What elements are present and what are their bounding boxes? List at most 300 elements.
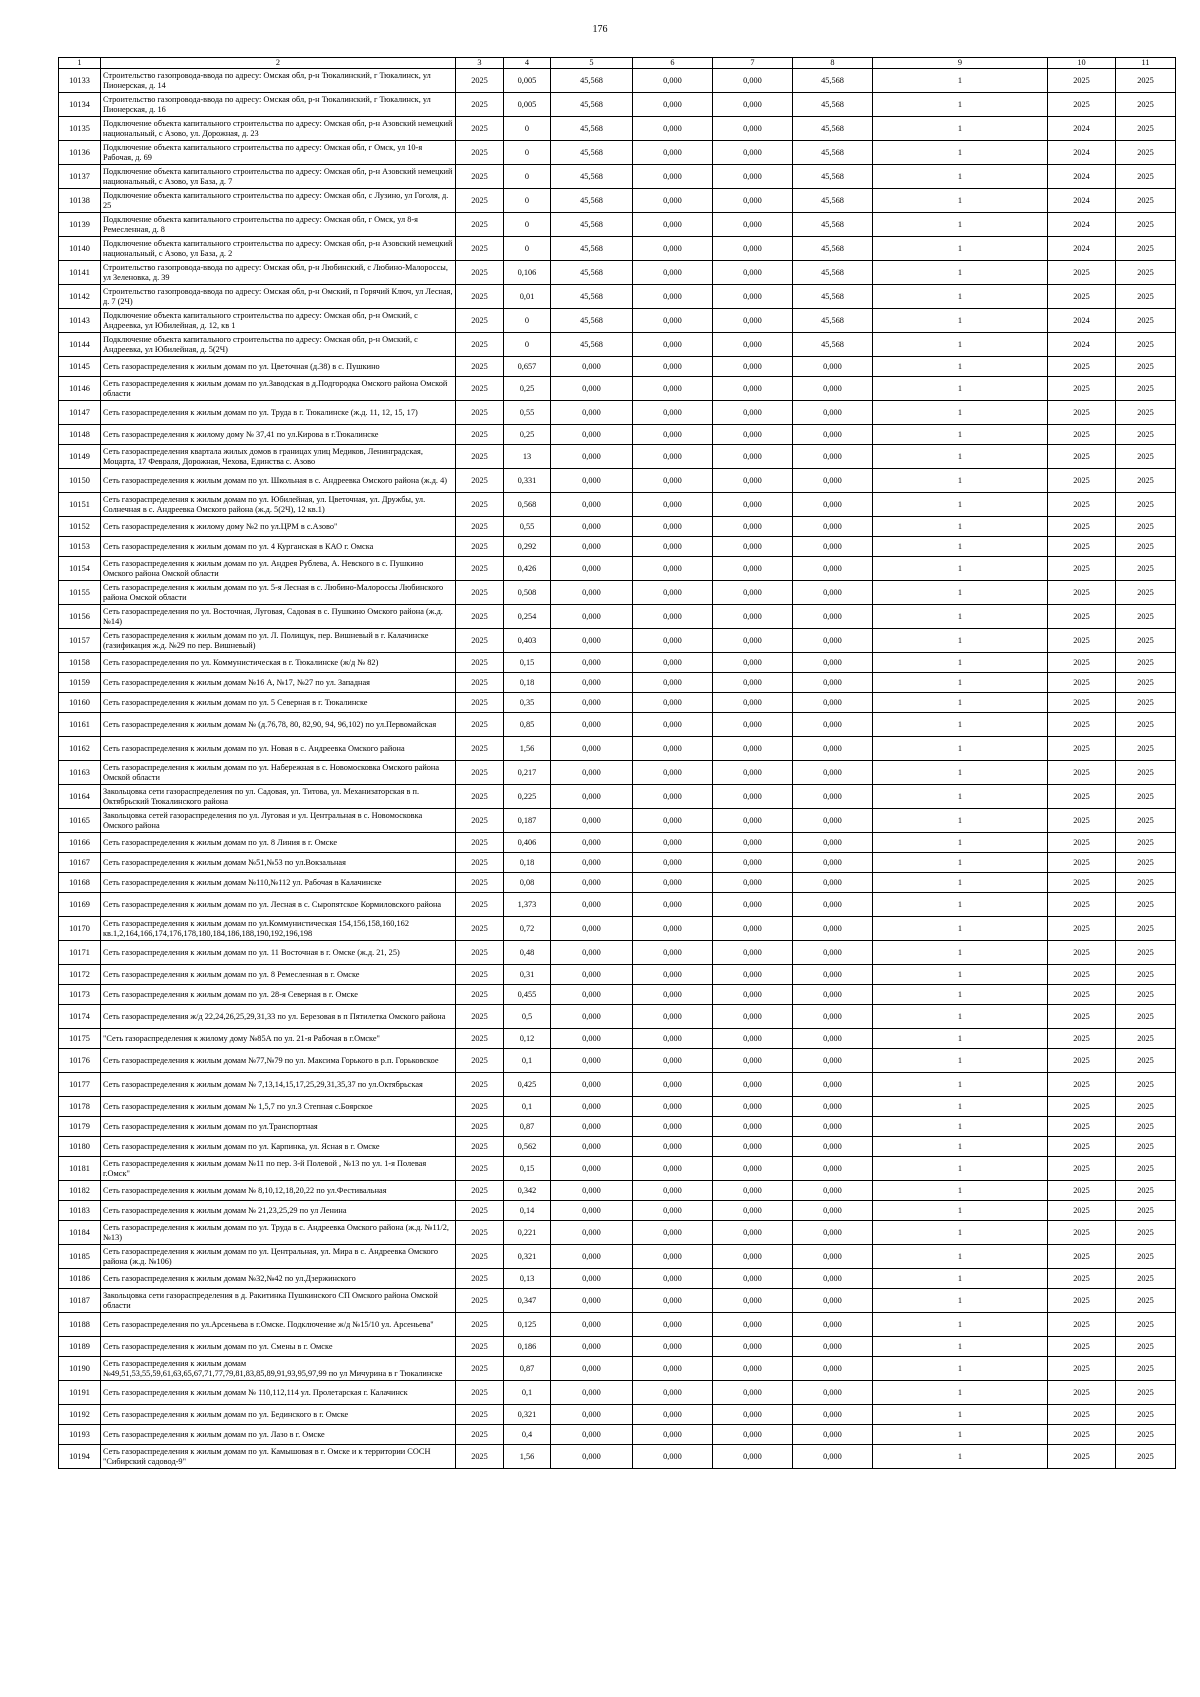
value-cell: 0,000	[633, 917, 713, 941]
value-cell: 0,000	[713, 141, 793, 165]
table-row	[59, 1117, 1176, 1137]
row-number-cell: 10154	[59, 557, 101, 581]
length-cell: 0,12	[504, 1029, 551, 1049]
end-year-cell: 2025	[1116, 445, 1176, 469]
start-year-cell: 2024	[1048, 333, 1116, 357]
object-name-cell: Сеть газораспределения к жилым домам №77,№79 по ул. Максима Горького в р.п. Горьковское	[101, 1049, 456, 1073]
object-name-cell: Сеть газораспределения к жилым домам по ул. Центральная, ул. Мира в с. Андреевка Омского района (ж.д. №106)	[101, 1245, 456, 1269]
count-cell: 1	[873, 333, 1048, 357]
year-cell: 2025	[456, 1425, 504, 1445]
value-cell: 0,000	[551, 357, 633, 377]
start-year-cell: 2024	[1048, 189, 1116, 213]
start-year-cell: 2025	[1048, 713, 1116, 737]
count-cell: 1	[873, 357, 1048, 377]
object-name-cell: Подключение объекта капитального строительства по адресу: Омская обл, р-н Омский, с Андреевка, ул Юбилейная, д. 5(2Ч)	[101, 333, 456, 357]
value-cell: 0,000	[793, 1137, 873, 1157]
object-name-cell: Сеть газораспределения к жилым домам № 1,5,7 по ул.3 Степная с.Боярское	[101, 1097, 456, 1117]
table-row	[59, 581, 1176, 605]
row-number-cell: 10150	[59, 469, 101, 493]
length-cell: 0	[504, 141, 551, 165]
count-cell: 1	[873, 1337, 1048, 1357]
column-header: 11	[1116, 58, 1176, 69]
start-year-cell: 2025	[1048, 893, 1116, 917]
length-cell: 0	[504, 165, 551, 189]
value-cell: 0,000	[713, 1073, 793, 1097]
value-cell: 0,000	[713, 693, 793, 713]
count-cell: 1	[873, 1357, 1048, 1381]
length-cell: 0,254	[504, 605, 551, 629]
row-number-cell: 10144	[59, 333, 101, 357]
year-cell: 2025	[456, 673, 504, 693]
value-cell: 0,000	[633, 377, 713, 401]
count-cell: 1	[873, 785, 1048, 809]
column-header: 1	[59, 58, 101, 69]
count-cell: 1	[873, 377, 1048, 401]
row-number-cell: 10160	[59, 693, 101, 713]
value-cell: 0,000	[633, 1157, 713, 1181]
start-year-cell: 2025	[1048, 69, 1116, 93]
value-cell: 0,000	[633, 237, 713, 261]
count-cell: 1	[873, 401, 1048, 425]
year-cell: 2025	[456, 189, 504, 213]
start-year-cell: 2024	[1048, 213, 1116, 237]
start-year-cell: 2025	[1048, 1313, 1116, 1337]
value-cell: 0,000	[633, 537, 713, 557]
row-number-cell: 10184	[59, 1221, 101, 1245]
table-row	[59, 985, 1176, 1005]
start-year-cell: 2025	[1048, 261, 1116, 285]
value-cell: 0,000	[633, 69, 713, 93]
value-cell: 0,000	[551, 1405, 633, 1425]
count-cell: 1	[873, 853, 1048, 873]
value-cell: 0,000	[713, 941, 793, 965]
end-year-cell: 2025	[1116, 605, 1176, 629]
object-name-cell: Сеть газораспределения к жилым домам по ул. Новая в с. Андреевка Омского района	[101, 737, 456, 761]
length-cell: 0,217	[504, 761, 551, 785]
start-year-cell: 2024	[1048, 141, 1116, 165]
row-number-cell: 10145	[59, 357, 101, 377]
value-cell: 0,000	[713, 713, 793, 737]
length-cell: 0,15	[504, 653, 551, 673]
value-cell: 0,000	[633, 425, 713, 445]
end-year-cell: 2025	[1116, 237, 1176, 261]
object-name-cell: Строительство газопровода-ввода по адресу: Омская обл, р-н Омский, п Горячий Ключ, ул Лесная, д. 7 (2Ч)	[101, 285, 456, 309]
value-cell: 0,000	[633, 309, 713, 333]
end-year-cell: 2025	[1116, 1201, 1176, 1221]
end-year-cell: 2025	[1116, 117, 1176, 141]
length-cell: 13	[504, 445, 551, 469]
table-row	[59, 333, 1176, 357]
value-cell: 0,000	[793, 469, 873, 493]
start-year-cell: 2025	[1048, 1221, 1116, 1245]
value-cell: 45,568	[793, 165, 873, 189]
value-cell: 0,000	[551, 833, 633, 853]
count-cell: 1	[873, 1049, 1048, 1073]
end-year-cell: 2025	[1116, 873, 1176, 893]
count-cell: 1	[873, 985, 1048, 1005]
length-cell: 0	[504, 333, 551, 357]
year-cell: 2025	[456, 1313, 504, 1337]
year-cell: 2025	[456, 1181, 504, 1201]
value-cell: 0,000	[793, 1357, 873, 1381]
table-row	[59, 1405, 1176, 1425]
value-cell: 0,000	[713, 537, 793, 557]
value-cell: 0,000	[793, 445, 873, 469]
end-year-cell: 2025	[1116, 1445, 1176, 1469]
end-year-cell: 2025	[1116, 965, 1176, 985]
end-year-cell: 2025	[1116, 629, 1176, 653]
value-cell: 0,000	[793, 713, 873, 737]
length-cell: 0,1	[504, 1049, 551, 1073]
column-header: 8	[793, 58, 873, 69]
column-header: 4	[504, 58, 551, 69]
column-header: 5	[551, 58, 633, 69]
table-row	[59, 893, 1176, 917]
object-name-cell: Сеть газораспределения к жилым домам по ул.Заводская в д.Подгородка Омского района Омской области	[101, 377, 456, 401]
value-cell: 0,000	[633, 1097, 713, 1117]
value-cell: 0,000	[633, 1117, 713, 1137]
count-cell: 1	[873, 1029, 1048, 1049]
value-cell: 0,000	[633, 285, 713, 309]
count-cell: 1	[873, 965, 1048, 985]
year-cell: 2025	[456, 605, 504, 629]
row-number-cell: 10167	[59, 853, 101, 873]
value-cell: 0,000	[551, 1221, 633, 1245]
start-year-cell: 2024	[1048, 237, 1116, 261]
year-cell: 2025	[456, 445, 504, 469]
object-name-cell: Подключение объекта капитального строительства по адресу: Омская обл, г Омск, ул 10-я Рабочая, д. 69	[101, 141, 456, 165]
value-cell: 0,000	[713, 69, 793, 93]
table-row	[59, 1137, 1176, 1157]
count-cell: 1	[873, 557, 1048, 581]
year-cell: 2025	[456, 1005, 504, 1029]
value-cell: 0,000	[633, 873, 713, 893]
value-cell: 0,000	[551, 517, 633, 537]
value-cell: 0,000	[713, 333, 793, 357]
table-row	[59, 1425, 1176, 1445]
length-cell: 0,55	[504, 401, 551, 425]
start-year-cell: 2025	[1048, 629, 1116, 653]
length-cell: 0,35	[504, 693, 551, 713]
row-number-cell: 10163	[59, 761, 101, 785]
value-cell: 0,000	[793, 673, 873, 693]
value-cell: 0,000	[793, 1029, 873, 1049]
table-row	[59, 377, 1176, 401]
value-cell: 0,000	[551, 557, 633, 581]
row-number-cell: 10174	[59, 1005, 101, 1029]
start-year-cell: 2025	[1048, 785, 1116, 809]
year-cell: 2025	[456, 917, 504, 941]
start-year-cell: 2025	[1048, 873, 1116, 893]
length-cell: 0,87	[504, 1117, 551, 1137]
year-cell: 2025	[456, 1245, 504, 1269]
value-cell: 0,000	[793, 1405, 873, 1425]
object-name-cell: Подключение объекта капитального строительства по адресу: Омская обл, с Лузино, ул Гоголя, д. 25	[101, 189, 456, 213]
table-row	[59, 557, 1176, 581]
start-year-cell: 2025	[1048, 1445, 1116, 1469]
object-name-cell: Сеть газораспределения к жилым домам по ул. Лесная в с. Сыропятское Кормиловского района	[101, 893, 456, 917]
length-cell: 0,01	[504, 285, 551, 309]
object-name-cell: Сеть газораспределения к жилым домам по ул. 4 Курганская в КАО г. Омска	[101, 537, 456, 557]
object-name-cell: Сеть газораспределения к жилым домам по ул. Школьная в с. Андреевка Омского района (ж.д. 4)	[101, 469, 456, 493]
value-cell: 0,000	[633, 853, 713, 873]
object-name-cell: Сеть газораспределения ж/д 22,24,26,25,29,31,33 по ул. Березовая в п Пятилетка Омского района	[101, 1005, 456, 1029]
year-cell: 2025	[456, 93, 504, 117]
end-year-cell: 2025	[1116, 893, 1176, 917]
row-number-cell: 10168	[59, 873, 101, 893]
value-cell: 0,000	[793, 1073, 873, 1097]
start-year-cell: 2025	[1048, 917, 1116, 941]
length-cell: 0	[504, 309, 551, 333]
start-year-cell: 2025	[1048, 357, 1116, 377]
value-cell: 0,000	[793, 1337, 873, 1357]
value-cell: 0,000	[551, 1029, 633, 1049]
value-cell: 0,000	[551, 941, 633, 965]
value-cell: 0,000	[633, 1005, 713, 1029]
value-cell: 0,000	[793, 1005, 873, 1029]
table-row	[59, 261, 1176, 285]
value-cell: 0,000	[551, 1117, 633, 1137]
table-row	[59, 1157, 1176, 1181]
start-year-cell: 2025	[1048, 1425, 1116, 1445]
object-name-cell: Сеть газораспределения к жилому дому № 37,41 по ул.Кирова в г.Тюкалинске	[101, 425, 456, 445]
value-cell: 0,000	[633, 1289, 713, 1313]
start-year-cell: 2025	[1048, 1049, 1116, 1073]
count-cell: 1	[873, 1137, 1048, 1157]
table-row	[59, 941, 1176, 965]
end-year-cell: 2025	[1116, 581, 1176, 605]
length-cell: 0	[504, 213, 551, 237]
count-cell: 1	[873, 425, 1048, 445]
year-cell: 2025	[456, 833, 504, 853]
value-cell: 0,000	[713, 785, 793, 809]
object-name-cell: Сеть газораспределения квартала жилых домов в границах улиц Медиков, Ленинградская, Моцарта, 17 Февраля, Дорожная, Чехова, Единства с. Азово	[101, 445, 456, 469]
value-cell: 0,000	[713, 985, 793, 1005]
object-name-cell: Закольцовка сети газораспределения в д. Ракитинка Пушкинского СП Омского района Омской области	[101, 1289, 456, 1313]
value-cell: 0,000	[551, 809, 633, 833]
count-cell: 1	[873, 93, 1048, 117]
value-cell: 0,000	[633, 1445, 713, 1469]
length-cell: 0,005	[504, 93, 551, 117]
table-row	[59, 469, 1176, 493]
end-year-cell: 2025	[1116, 713, 1176, 737]
end-year-cell: 2025	[1116, 401, 1176, 425]
count-cell: 1	[873, 673, 1048, 693]
object-name-cell: Сеть газораспределения к жилым домам по ул.Коммунистическая 154,156,158,160,162 кв.1,2,164,166,174,176,178,180,184,186,188,190,192,196,198	[101, 917, 456, 941]
column-header: 6	[633, 58, 713, 69]
object-name-cell: Сеть газораспределения к жилым домам по ул. Смены в г. Омске	[101, 1337, 456, 1357]
value-cell: 45,568	[793, 117, 873, 141]
object-name-cell: Сеть газораспределения к жилым домам по ул. Юбилейная, ул. Цветочная, ул. Дружбы, ул. Солнечная в с. Андреевка Омского района (ж.д. 5(2Ч), 12 кв.1)	[101, 493, 456, 517]
object-name-cell: Сеть газораспределения к жилым домам №110,№112 ул. Рабочая в Калачинске	[101, 873, 456, 893]
end-year-cell: 2025	[1116, 1289, 1176, 1313]
table-row	[59, 737, 1176, 761]
year-cell: 2025	[456, 401, 504, 425]
year-cell: 2025	[456, 377, 504, 401]
table-row	[59, 693, 1176, 713]
value-cell: 45,568	[793, 333, 873, 357]
table-row	[59, 69, 1176, 93]
value-cell: 0,000	[793, 1097, 873, 1117]
year-cell: 2025	[456, 581, 504, 605]
count-cell: 1	[873, 1157, 1048, 1181]
value-cell: 0,000	[633, 833, 713, 853]
table-row	[59, 853, 1176, 873]
value-cell: 0,000	[713, 1029, 793, 1049]
length-cell: 0,406	[504, 833, 551, 853]
object-name-cell: Сеть газораспределения к жилым домам № (д.76,78, 80, 82,90, 94, 96,102) по ул.Первомайская	[101, 713, 456, 737]
value-cell: 45,568	[793, 285, 873, 309]
object-name-cell: Строительство газопровода-ввода по адресу: Омская обл, р-н Тюкалинский, г Тюкалинск, ул Пионерская, д. 16	[101, 93, 456, 117]
object-name-cell: Сеть газораспределения к жилым домам по ул. Камышовая в г. Омске и к территории СОСН "Сибирский садовод-9"	[101, 1445, 456, 1469]
value-cell: 45,568	[551, 93, 633, 117]
value-cell: 0,000	[551, 673, 633, 693]
year-cell: 2025	[456, 785, 504, 809]
table-row	[59, 965, 1176, 985]
length-cell: 0,14	[504, 1201, 551, 1221]
end-year-cell: 2025	[1116, 853, 1176, 873]
count-cell: 1	[873, 213, 1048, 237]
value-cell: 0,000	[713, 1289, 793, 1313]
end-year-cell: 2025	[1116, 985, 1176, 1005]
length-cell: 0,221	[504, 1221, 551, 1245]
value-cell: 0,000	[793, 1381, 873, 1405]
table-row	[59, 517, 1176, 537]
object-name-cell: Сеть газораспределения по ул. Коммунистическая в г. Тюкалинске (ж/д № 82)	[101, 653, 456, 673]
start-year-cell: 2025	[1048, 941, 1116, 965]
value-cell: 0,000	[551, 1313, 633, 1337]
value-cell: 0,000	[713, 1313, 793, 1337]
start-year-cell: 2025	[1048, 1337, 1116, 1357]
end-year-cell: 2025	[1116, 785, 1176, 809]
value-cell: 0,000	[633, 1269, 713, 1289]
length-cell: 0,562	[504, 1137, 551, 1157]
year-cell: 2025	[456, 117, 504, 141]
start-year-cell: 2025	[1048, 493, 1116, 517]
object-name-cell: Подключение объекта капитального строительства по адресу: Омская обл, р-н Азовский немецкий национальный, с Азово, ул. Дорожная, д. 23	[101, 117, 456, 141]
row-number-cell: 10135	[59, 117, 101, 141]
value-cell: 0,000	[793, 1221, 873, 1245]
value-cell: 0,000	[633, 493, 713, 517]
value-cell: 0,000	[713, 809, 793, 833]
count-cell: 1	[873, 1221, 1048, 1245]
row-number-cell: 10186	[59, 1269, 101, 1289]
value-cell: 0,000	[713, 285, 793, 309]
row-number-cell: 10178	[59, 1097, 101, 1117]
start-year-cell: 2025	[1048, 809, 1116, 833]
row-number-cell: 10147	[59, 401, 101, 425]
value-cell: 45,568	[793, 93, 873, 117]
row-number-cell: 10149	[59, 445, 101, 469]
value-cell: 0,000	[713, 1405, 793, 1425]
object-name-cell: Подключение объекта капитального строительства по адресу: Омская обл, р-н Азовский немецкий национальный, с Азово, ул База, д. 7	[101, 165, 456, 189]
length-cell: 0,25	[504, 377, 551, 401]
length-cell: 0	[504, 189, 551, 213]
table-row	[59, 605, 1176, 629]
start-year-cell: 2025	[1048, 93, 1116, 117]
value-cell: 0,000	[633, 1245, 713, 1269]
value-cell: 0,000	[633, 581, 713, 605]
count-cell: 1	[873, 1425, 1048, 1445]
value-cell: 0,000	[793, 537, 873, 557]
length-cell: 0,321	[504, 1405, 551, 1425]
end-year-cell: 2025	[1116, 425, 1176, 445]
row-number-cell: 10137	[59, 165, 101, 189]
count-cell: 1	[873, 809, 1048, 833]
value-cell: 0,000	[633, 693, 713, 713]
row-number-cell: 10175	[59, 1029, 101, 1049]
table-row	[59, 629, 1176, 653]
value-cell: 0,000	[551, 605, 633, 629]
year-cell: 2025	[456, 141, 504, 165]
value-cell: 0,000	[551, 893, 633, 917]
count-cell: 1	[873, 141, 1048, 165]
table-row	[59, 1049, 1176, 1073]
value-cell: 0,000	[713, 1137, 793, 1157]
value-cell: 0,000	[713, 189, 793, 213]
row-number-cell: 10177	[59, 1073, 101, 1097]
value-cell: 0,000	[713, 917, 793, 941]
value-cell: 0,000	[551, 469, 633, 493]
value-cell: 0,000	[793, 965, 873, 985]
row-number-cell: 10171	[59, 941, 101, 965]
row-number-cell: 10143	[59, 309, 101, 333]
row-number-cell: 10152	[59, 517, 101, 537]
row-number-cell: 10156	[59, 605, 101, 629]
year-cell: 2025	[456, 333, 504, 357]
end-year-cell: 2025	[1116, 917, 1176, 941]
end-year-cell: 2025	[1116, 357, 1176, 377]
table-row	[59, 833, 1176, 853]
count-cell: 1	[873, 693, 1048, 713]
start-year-cell: 2025	[1048, 1157, 1116, 1181]
year-cell: 2025	[456, 517, 504, 537]
value-cell: 0,000	[633, 1073, 713, 1097]
value-cell: 0,000	[713, 737, 793, 761]
count-cell: 1	[873, 261, 1048, 285]
year-cell: 2025	[456, 809, 504, 833]
object-name-cell: Сеть газораспределения к жилым домам №32,№42 по ул.Дзержинского	[101, 1269, 456, 1289]
row-number-cell: 10164	[59, 785, 101, 809]
row-number-cell: 10166	[59, 833, 101, 853]
year-cell: 2025	[456, 469, 504, 493]
table-row	[59, 493, 1176, 517]
length-cell: 0,005	[504, 69, 551, 93]
table-row	[59, 357, 1176, 377]
count-cell: 1	[873, 761, 1048, 785]
table-row	[59, 1201, 1176, 1221]
count-cell: 1	[873, 1005, 1048, 1029]
start-year-cell: 2025	[1048, 761, 1116, 785]
object-name-cell: Сеть газораспределения к жилым домам по ул. Андрея Рублева, А. Невского в с. Пушкино Омского района Омской области	[101, 557, 456, 581]
length-cell: 0,106	[504, 261, 551, 285]
object-name-cell: Сеть газораспределения к жилым домам №11 по пер. 3-й Полевой , №13 по ул. 1-я Полевая г.Омск"	[101, 1157, 456, 1181]
value-cell: 0,000	[793, 1313, 873, 1337]
value-cell: 0,000	[551, 1337, 633, 1357]
year-cell: 2025	[456, 237, 504, 261]
count-cell: 1	[873, 1097, 1048, 1117]
value-cell: 0,000	[713, 1049, 793, 1073]
table-row	[59, 1289, 1176, 1313]
value-cell: 45,568	[551, 189, 633, 213]
start-year-cell: 2025	[1048, 425, 1116, 445]
value-cell: 0,000	[633, 809, 713, 833]
count-cell: 1	[873, 537, 1048, 557]
value-cell: 0,000	[551, 1097, 633, 1117]
end-year-cell: 2025	[1116, 1117, 1176, 1137]
length-cell: 0,426	[504, 557, 551, 581]
table-row	[59, 93, 1176, 117]
